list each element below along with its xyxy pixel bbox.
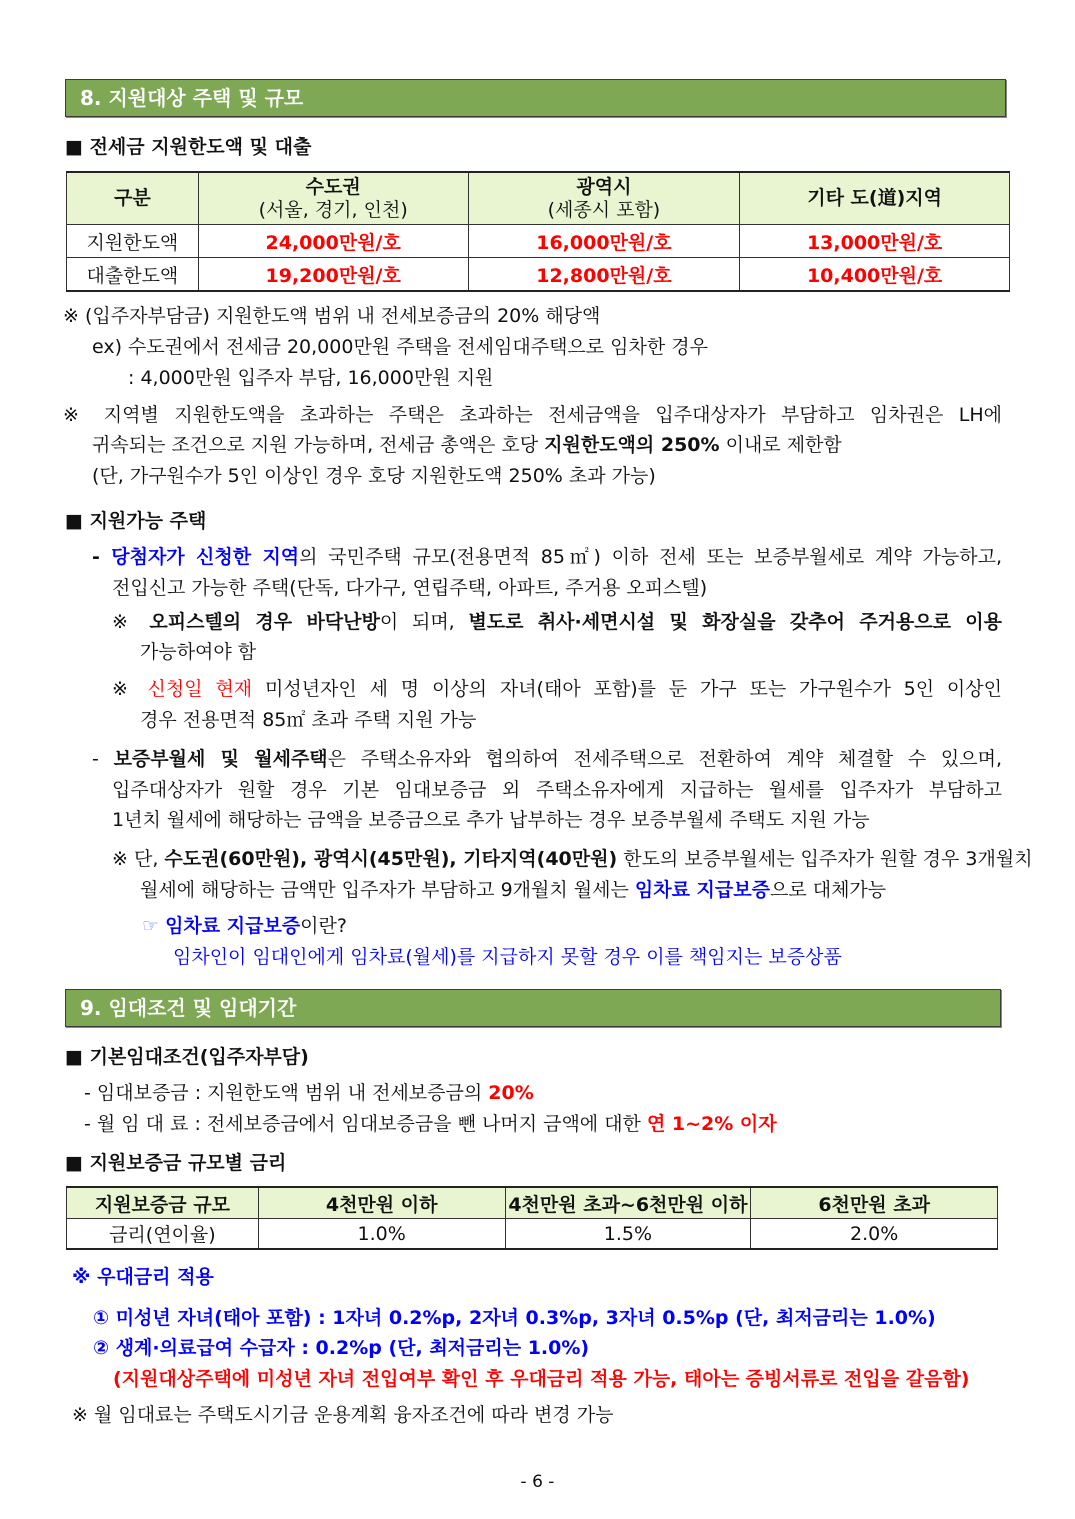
text-segment: 전입신고 가능한 주택(단독, 다가구, 연립주택, 아파트, 주거용 오피스텔) — [112, 577, 708, 599]
note-line — [112, 608, 1002, 636]
text-segment: 귀속되는 조건으로 지원 가능하며, 전세금 총액은 호당 — [92, 434, 545, 456]
bullet-line — [112, 806, 870, 834]
header-cell: 수도권 (서울, 경기, 인천) — [198, 172, 468, 225]
bullet-line — [92, 745, 1002, 773]
interest-rate-table — [66, 1186, 998, 1250]
cell-value: 16,000만원/호 — [468, 225, 740, 258]
subheading — [65, 1149, 286, 1177]
text-segment: ※ 월 임대료는 주택도시기금 운용계획 융자조건에 따라 변경 가능 — [72, 1404, 614, 1426]
note-line — [140, 638, 256, 666]
preferential-rate-item — [93, 1304, 936, 1332]
bullet-line — [92, 543, 1002, 571]
note-line — [92, 431, 842, 459]
preferential-rate-heading — [72, 1263, 214, 1291]
text-segment: 미성년자인 세 명 이상의 자녀(태아 포함)를 둔 가구 또는 가구원수가 5인 이상인 — [252, 678, 1002, 700]
header-cell: 구분 — [67, 172, 199, 225]
text-segment: ※ 단, — [112, 848, 165, 870]
text-segment: 한도의 보증부월세는 입주자가 원할 경우 3개월치 — [617, 848, 1033, 870]
text-segment: 이내로 제한함 — [719, 434, 842, 456]
header-cell: 4천만원 이하 — [258, 1187, 505, 1219]
cell-value: 13,000만원/호 — [740, 225, 1010, 258]
text-segment: 별도로 취사·세면시설 및 화장실을 갖추어 주거용으로 이용 — [468, 611, 1003, 633]
cell-value: 24,000만원/호 — [198, 225, 468, 258]
header-cell: 기타 도(道)지역 — [740, 172, 1010, 225]
table-header-row — [67, 172, 1010, 225]
preferential-rate-item — [93, 1334, 589, 1362]
cell-value: 12,800만원/호 — [468, 258, 740, 292]
jeonse-limit-table — [66, 171, 1010, 292]
text-segment: ■ 지원가능 주택 — [65, 510, 207, 532]
text-segment: 당첨자가 신청한 지역 — [111, 546, 300, 568]
text-segment: - 임대보증금 : 지원한도액 범위 내 전세보증금의 — [84, 1082, 489, 1104]
header-cell: 4천만원 초과~6천만원 이하 — [505, 1187, 751, 1219]
text-segment: ■ 기본임대조건(입주자부담) — [65, 1046, 309, 1068]
table-header-row — [67, 1187, 998, 1219]
note-line — [63, 401, 1002, 429]
text-segment: 임차료 지급보증 — [634, 879, 770, 901]
text-segment: 임차료 지급보증 — [165, 915, 301, 937]
header-cell: 광역시 (세종시 포함) — [468, 172, 740, 225]
row-label: 지원한도액 — [67, 225, 199, 258]
text-segment: 이 되며, — [379, 611, 469, 633]
table-row — [67, 1219, 998, 1250]
header-cell: 지원보증금 규모 — [67, 1187, 259, 1219]
example-line — [128, 364, 493, 392]
info-line — [173, 943, 842, 971]
text-segment: - — [92, 546, 112, 568]
cell-value: 2.0% — [751, 1219, 998, 1250]
text-segment: 1년치 월세에 해당하는 금액을 보증금으로 추가 납부하는 경우 보증부월세 주택도 지원 가능 — [112, 809, 870, 831]
note-line — [140, 876, 886, 904]
text-segment: 지원한도액의 250% — [544, 434, 720, 456]
text-segment: 입주대상자가 원할 경우 기본 임대보증금 외 주택소유자에게 지급하는 월세를 입주자가 부담하고 — [112, 779, 1002, 801]
section-8-header — [65, 79, 1006, 117]
text-segment: 신청일 현재 — [147, 678, 253, 700]
text-segment: ① 미성년 자녀(태아 포함) : 1자녀 0.2%p, 2자녀 0.3%p, 3자녀 0.5%p (단, 최저금리는 1.0%) — [93, 1307, 936, 1329]
text-segment: - 월 임 대 료 : 전세보증금에서 임대보증금을 뺀 나머지 금액에 대한 — [84, 1113, 647, 1135]
row-label: 대출한도액 — [67, 258, 199, 292]
text-segment: 가능하여야 함 — [140, 641, 257, 663]
text-segment: ※ — [112, 678, 148, 700]
cell-value: 10,400만원/호 — [740, 258, 1010, 292]
text-segment: 보증부월세 및 월세주택 — [113, 748, 328, 770]
section-title: 9. 임대조건 및 임대기간 — [80, 996, 297, 1020]
cell-value: 19,200만원/호 — [198, 258, 468, 292]
info-heading — [142, 912, 347, 940]
section-title: 8. 지원대상 주택 및 규모 — [80, 86, 304, 110]
text-segment: 은 주택소유자와 협의하여 전세주택으로 전환하여 계약 체결할 수 있으며, — [327, 748, 1002, 770]
jeonse-table-heading: ■ 전세금 지원한도액 및 대출 — [65, 136, 312, 158]
section-9-header — [65, 989, 1001, 1027]
table-row — [67, 258, 1010, 292]
text-segment: ※ — [112, 611, 150, 633]
example-line — [92, 333, 708, 361]
text-segment: 임차인이 임대인에게 임차료(월세)를 지급하지 못할 경우 이를 책임지는 보증상품 — [173, 946, 842, 968]
text-segment: ② 생계·의료급여 수급자 : 0.2%p (단, 최저금리는 1.0%) — [93, 1337, 590, 1359]
subheading — [65, 1043, 309, 1071]
text-segment: ex) 수도권에서 전세금 20,000만원 주택을 전세임대주택으로 임차한 경우 — [92, 336, 708, 358]
text-segment: (단, 가구원수가 5인 이상인 경우 호당 지원한도액 250% 초과 가능) — [92, 465, 656, 487]
note-line — [72, 1401, 613, 1429]
text-segment: ※ 지역별 지원한도액을 초과하는 주택은 초과하는 전세금액을 입주대상자가 부담하고 임차권은 LH에 — [63, 404, 1002, 426]
row-label: 금리(연이율) — [67, 1219, 259, 1250]
text-segment: : 4,000만원 입주자 부담, 16,000만원 지원 — [128, 367, 494, 389]
text-segment: 20% — [488, 1082, 534, 1104]
text-segment: ■ 지원보증금 규모별 금리 — [65, 1152, 287, 1174]
text-segment: 이란? — [300, 915, 347, 937]
text-segment: - — [92, 748, 114, 770]
bullet-line — [84, 1079, 534, 1107]
text-segment: 의 국민주택 규모(전용면적 85㎡) 이하 전세 또는 보증부월세로 계약 가능하고, — [299, 546, 1002, 568]
note-line — [112, 845, 1033, 873]
text-segment: 연 1~2% 이자 — [646, 1113, 777, 1135]
note-line — [63, 302, 600, 330]
text-segment: 수도권(60만원), 광역시(45만원), 기타지역(40만원) — [164, 848, 618, 870]
bullet-line — [112, 776, 1002, 804]
text-segment: 으로 대체가능 — [769, 879, 887, 901]
cell-value: 1.5% — [505, 1219, 751, 1250]
note-line — [112, 675, 1002, 703]
cell-value: 1.0% — [258, 1219, 505, 1250]
text-segment: (지원대상주택에 미성년 자녀 전입여부 확인 후 우대금리 적용 가능, 태아는 증빙서류로 전입을 갈음함) — [113, 1368, 970, 1390]
text-segment: 경우 전용면적 85㎡ 초과 주택 지원 가능 — [140, 709, 477, 731]
page-number: - 6 - — [520, 1472, 555, 1492]
preferential-rate-note — [113, 1365, 969, 1393]
subheading — [65, 507, 206, 535]
text-segment: ※ (입주자부담금) 지원한도액 범위 내 전세보증금의 20% 해당액 — [63, 305, 601, 327]
text-segment: 오피스텔의 경우 바닥난방 — [149, 611, 380, 633]
text-segment: ※ 우대금리 적용 — [72, 1266, 214, 1288]
text-segment: ☞ — [142, 915, 166, 937]
header-cell: 6천만원 초과 — [751, 1187, 998, 1219]
bullet-line — [84, 1110, 777, 1138]
bullet-line — [112, 574, 707, 602]
text-segment: 월세에 해당하는 금액만 입주자가 부담하고 9개월치 월세는 — [140, 879, 635, 901]
note-line — [140, 706, 476, 734]
note-line — [92, 462, 656, 490]
table-row — [67, 225, 1010, 258]
